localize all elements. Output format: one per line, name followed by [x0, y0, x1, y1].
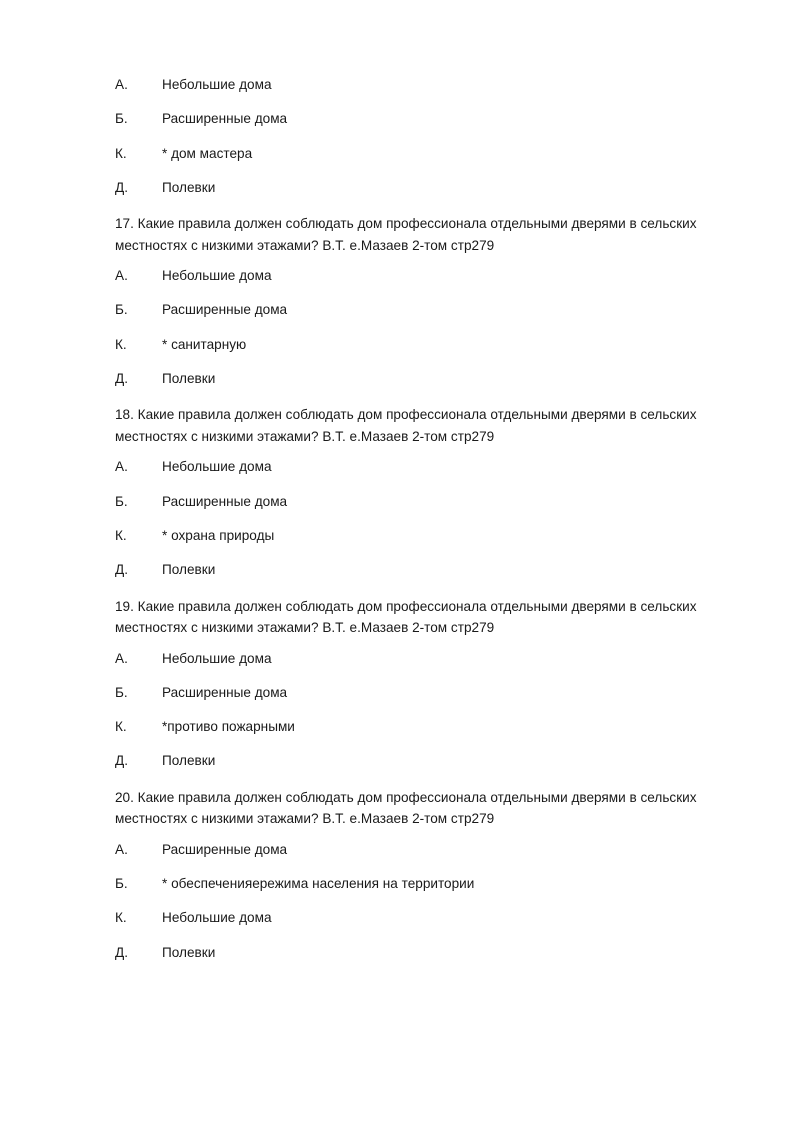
option-letter: Б. — [115, 302, 128, 318]
option-letter: Б. — [115, 684, 128, 700]
answer-option — [115, 336, 715, 370]
question-line: местностях с низкими этажами? В.Т. е.Мазаев 2-том стр279 — [115, 811, 495, 827]
option-letter: К. — [115, 910, 127, 926]
intro-option-list — [115, 76, 715, 213]
option-text: Полевки — [162, 562, 216, 578]
option-letter: А. — [115, 77, 128, 92]
answer-option — [115, 179, 715, 213]
option-text: Расширенные дома — [162, 841, 288, 857]
option-letter: К. — [115, 336, 127, 352]
option-letter: Д. — [115, 753, 128, 769]
option-text: Небольшие дома — [162, 77, 272, 92]
option-letter: А. — [115, 459, 128, 475]
option-text: Небольшие дома — [162, 459, 272, 475]
answer-option — [115, 875, 715, 909]
option-letter: Б. — [115, 876, 128, 892]
option-letter: К. — [115, 145, 127, 161]
option-letter: Д. — [115, 179, 128, 195]
question-line: местностях с низкими этажами? В.Т. е.Мазаев 2-том стр279 — [115, 620, 495, 636]
option-text: Расширенные дома — [162, 684, 288, 700]
question-line: 20. Какие правила должен соблюдать дом профессионала отдельными дверями в сельских — [115, 789, 697, 805]
question-line: 19. Какие правила должен соблюдать дом профессионала отдельными дверями в сельских — [115, 598, 697, 614]
option-letter: Д. — [115, 562, 128, 578]
question-line: 17. Какие правила должен соблюдать дом профессионала отдельными дверями в сельских — [115, 216, 697, 232]
answer-option — [115, 370, 715, 404]
question-line: 18. Какие правила должен соблюдать дом профессионала отдельными дверями в сельских — [115, 407, 697, 423]
option-text: Расширенные дома — [162, 302, 288, 318]
question-block — [115, 787, 715, 978]
question-text — [115, 787, 715, 830]
option-text: Небольшие дома — [162, 650, 272, 666]
option-letter: К. — [115, 527, 127, 543]
option-text: Расширенные дома — [162, 111, 288, 127]
document-content — [115, 76, 715, 978]
question-line: местностях с низкими этажами? В.Т. е.Мазаев 2-том стр279 — [115, 428, 495, 444]
question-block — [115, 213, 715, 404]
option-text: * санитарную — [162, 336, 247, 352]
option-letter: А. — [115, 841, 128, 857]
option-letter: Д. — [115, 944, 128, 960]
answer-option — [115, 650, 715, 684]
option-text: Небольшие дома — [162, 910, 272, 926]
answer-option — [115, 493, 715, 527]
option-letter: Б. — [115, 111, 128, 127]
question-text — [115, 213, 715, 256]
answer-option — [115, 110, 715, 144]
question-text — [115, 404, 715, 447]
option-letter: Д. — [115, 371, 128, 387]
answer-option — [115, 527, 715, 561]
option-letter: К. — [115, 719, 127, 735]
option-letter: Б. — [115, 493, 128, 509]
option-text: *противо пожарными — [162, 719, 295, 735]
option-text: * обеспеченияережима населения на территории — [162, 876, 475, 892]
question-text — [115, 596, 715, 639]
option-text: Полевки — [162, 753, 216, 769]
answer-option — [115, 718, 715, 752]
question-block — [115, 596, 715, 787]
option-text: Полевки — [162, 371, 216, 387]
answer-option — [115, 76, 715, 110]
option-text: * охрана природы — [162, 527, 275, 543]
option-text: Расширенные дома — [162, 493, 288, 509]
answer-option — [115, 909, 715, 943]
answer-option — [115, 145, 715, 179]
option-text: Полевки — [162, 944, 216, 960]
question-line: местностях с низкими этажами? В.Т. е.Мазаев 2-том стр279 — [115, 237, 495, 253]
option-letter: А. — [115, 650, 128, 666]
answer-option — [115, 301, 715, 335]
answer-option — [115, 561, 715, 595]
option-text: Полевки — [162, 179, 216, 195]
option-text: Небольшие дома — [162, 268, 272, 284]
answer-option — [115, 684, 715, 718]
answer-option — [115, 752, 715, 786]
option-letter: А. — [115, 268, 128, 284]
answer-option — [115, 944, 715, 978]
answer-option — [115, 841, 715, 875]
answer-option — [115, 458, 715, 492]
answer-option — [115, 267, 715, 301]
option-text: * дом мастера — [162, 145, 253, 161]
question-block — [115, 404, 715, 595]
